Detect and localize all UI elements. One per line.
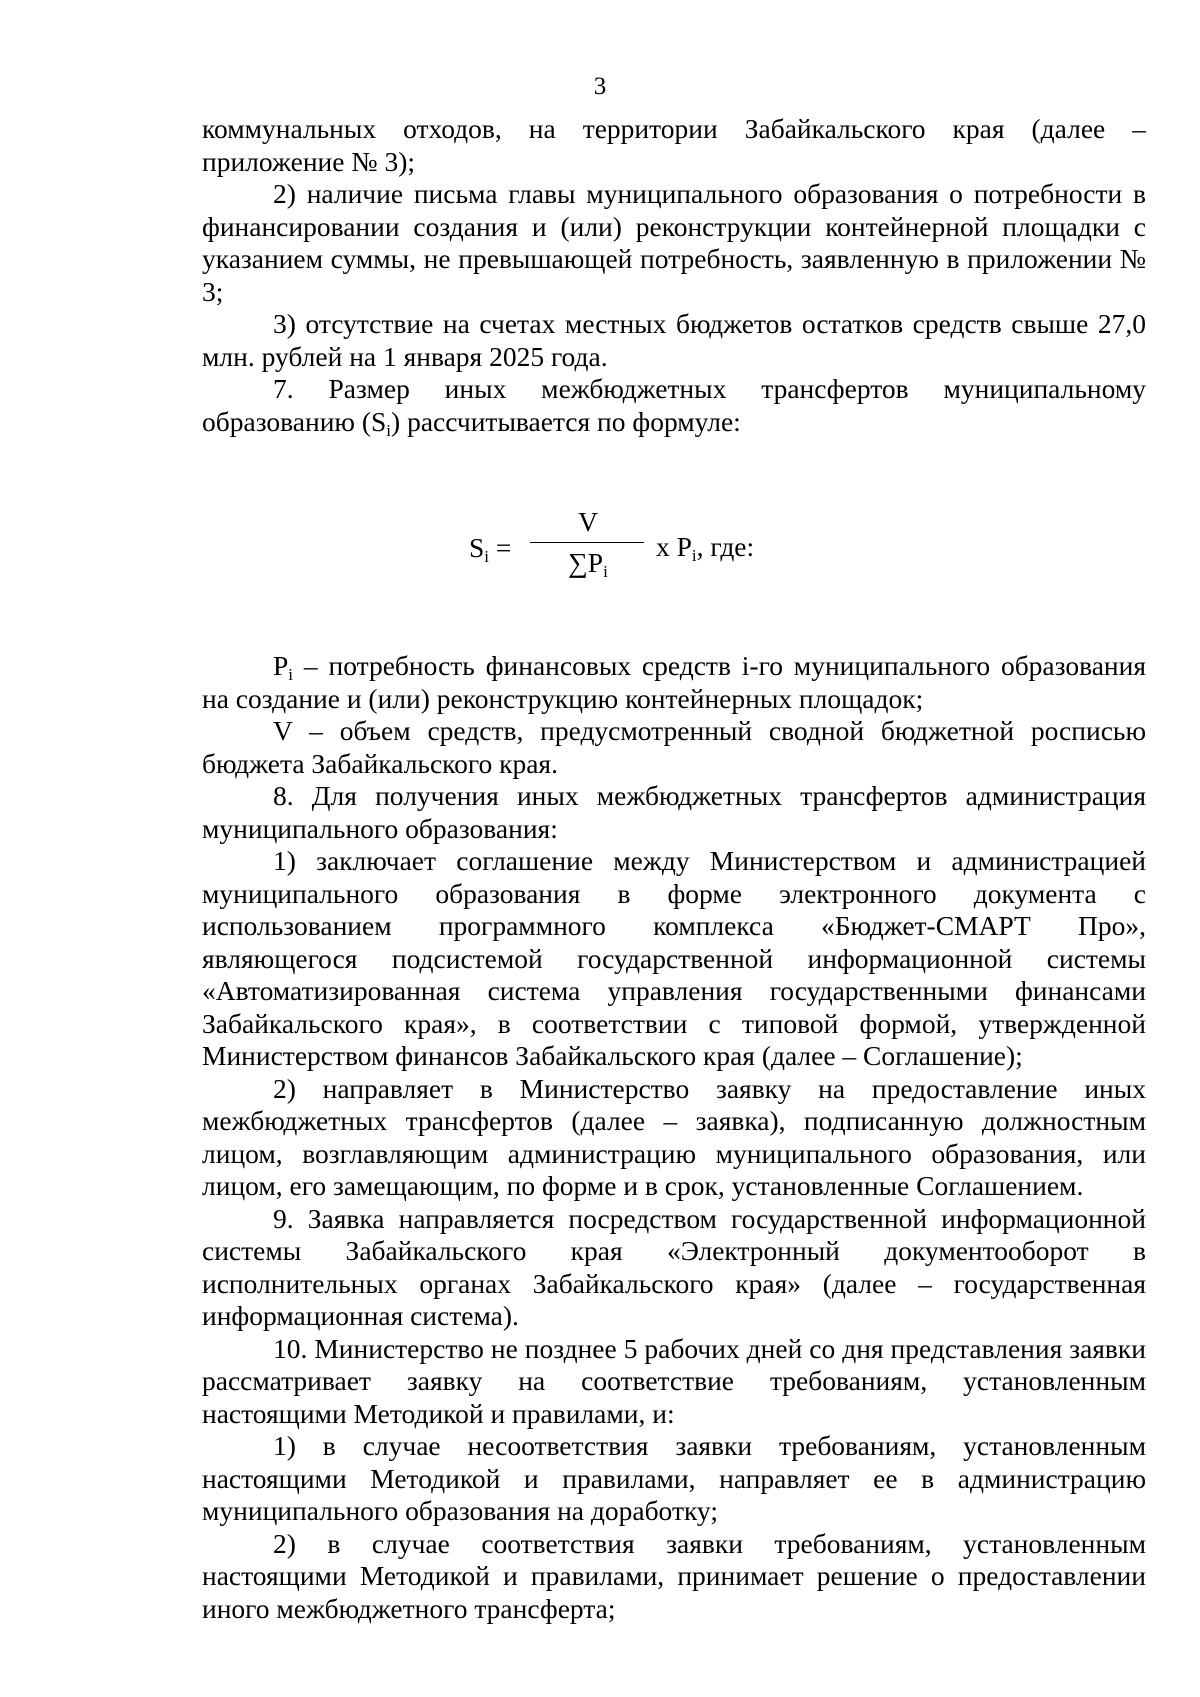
formula-lhs-sub: i <box>484 547 490 566</box>
formula-numerator: V <box>578 506 598 537</box>
paragraph-8: 8. Для получения иных межбюджетных трансфертов администрация муниципального образования: <box>202 780 1146 844</box>
formula-lhs-base: S <box>469 532 485 563</box>
paragraph-10-item-1: 1) в случае несоответствия заявки требованиям, установленным настоящими Методикой и правилами, направляет ее в администрацию муниципального образования на доработку; <box>202 1430 1146 1526</box>
paragraph-9: 9. Заявка направляется посредством государственной информационной системы Забайкальского края «Электронный документооборот в исполнительных органах Забайкальского края» (далее – государственная информационная система). <box>202 1202 1146 1331</box>
paragraph-8-item-1: 1) заключает соглашение между Министерством и администрацией муниципального образования в форме электронного документа с использованием программного комплекса «Бюджет-СМАРТ Про», являющегося подсистемой государственной информационной системы «Автоматизированная система управления государственными финансами Забайкальского края», в соответствии с типовой формой, утвержденной Министерством финансов Забайкальского края (далее – Соглашение); <box>202 845 1146 1071</box>
definition-pi-text: – потребность финансовых средств i-го муниципального образования на создание и (или) реконструкцию контейнерных площадок; <box>202 650 1146 714</box>
definition-pi-base: P <box>273 650 289 681</box>
formula-intro-sub: i <box>386 420 392 440</box>
formula-fraction-bar <box>530 542 644 543</box>
formula-denominator-base: ∑P <box>568 547 604 578</box>
formula-intro-before: образованию (S <box>202 405 387 437</box>
formula-denominator-sub: i <box>603 562 608 581</box>
formula-rhs-suffix: , где: <box>696 531 755 562</box>
document-body <box>202 113 1146 1625</box>
paragraph-8-item-2: 2) направляет в Министерство заявку на предоставление иных межбюджетных трансфертов (далее – заявка), подписанную должностным лицом, возглавляющим администрацию муниципального образования, или лицом, его замещающим, по форме и в срок, установленные Соглашением. <box>202 1072 1146 1201</box>
paragraph-item-2: 2) наличие письма главы муниципального образования о потребности в финансировании создания и (или) реконструкции контейнерной площадки с указанием суммы, не превышающей потребность, заявленную в приложении № 3; <box>202 178 1146 307</box>
paragraph-7-line1: 7. Размер иных межбюджетных трансфертов муниципальному <box>273 373 1146 404</box>
formula-rhs-sub: i <box>691 546 697 565</box>
formula-block <box>202 438 1146 650</box>
formula-intro-after: ) рассчитывается по формуле: <box>391 405 741 437</box>
paragraph-continuation: коммунальных отходов, на территории Забайкальского края (далее – приложение № 3); <box>202 113 1146 177</box>
paragraph-item-3: 3) отсутствие на счетах местных бюджетов остатков средств свыше 27,0 млн. рублей на 1 января 2025 года. <box>202 308 1146 372</box>
definition-v: V – объем средств, предусмотренный сводной бюджетной росписью бюджета Забайкальского края. <box>202 715 1146 779</box>
paragraph-7-line2 <box>202 406 1146 439</box>
formula-rhs <box>656 531 754 563</box>
page-number: 3 <box>593 73 607 100</box>
formula-rhs-prefix: x P <box>656 531 692 562</box>
paragraph-10-item-2: 2) в случае соответствия заявки требованиям, установленным настоящими Методикой и правилами, принимает решение о предоставлении иного межбюджетного трансферта; <box>202 1527 1146 1624</box>
formula-lhs <box>469 532 511 564</box>
formula-equals: = <box>489 532 512 563</box>
paragraph-7 <box>202 373 1146 406</box>
paragraph-10: 10. Министерство не позднее 5 рабочих дней со дня представления заявки рассматривает заявку на соответствие требованиям, установленным настоящими Методикой и правилами, и: <box>202 1332 1146 1429</box>
definition-pi <box>202 650 1146 715</box>
formula-denominator <box>528 547 648 579</box>
definition-pi-sub: i <box>288 665 294 684</box>
